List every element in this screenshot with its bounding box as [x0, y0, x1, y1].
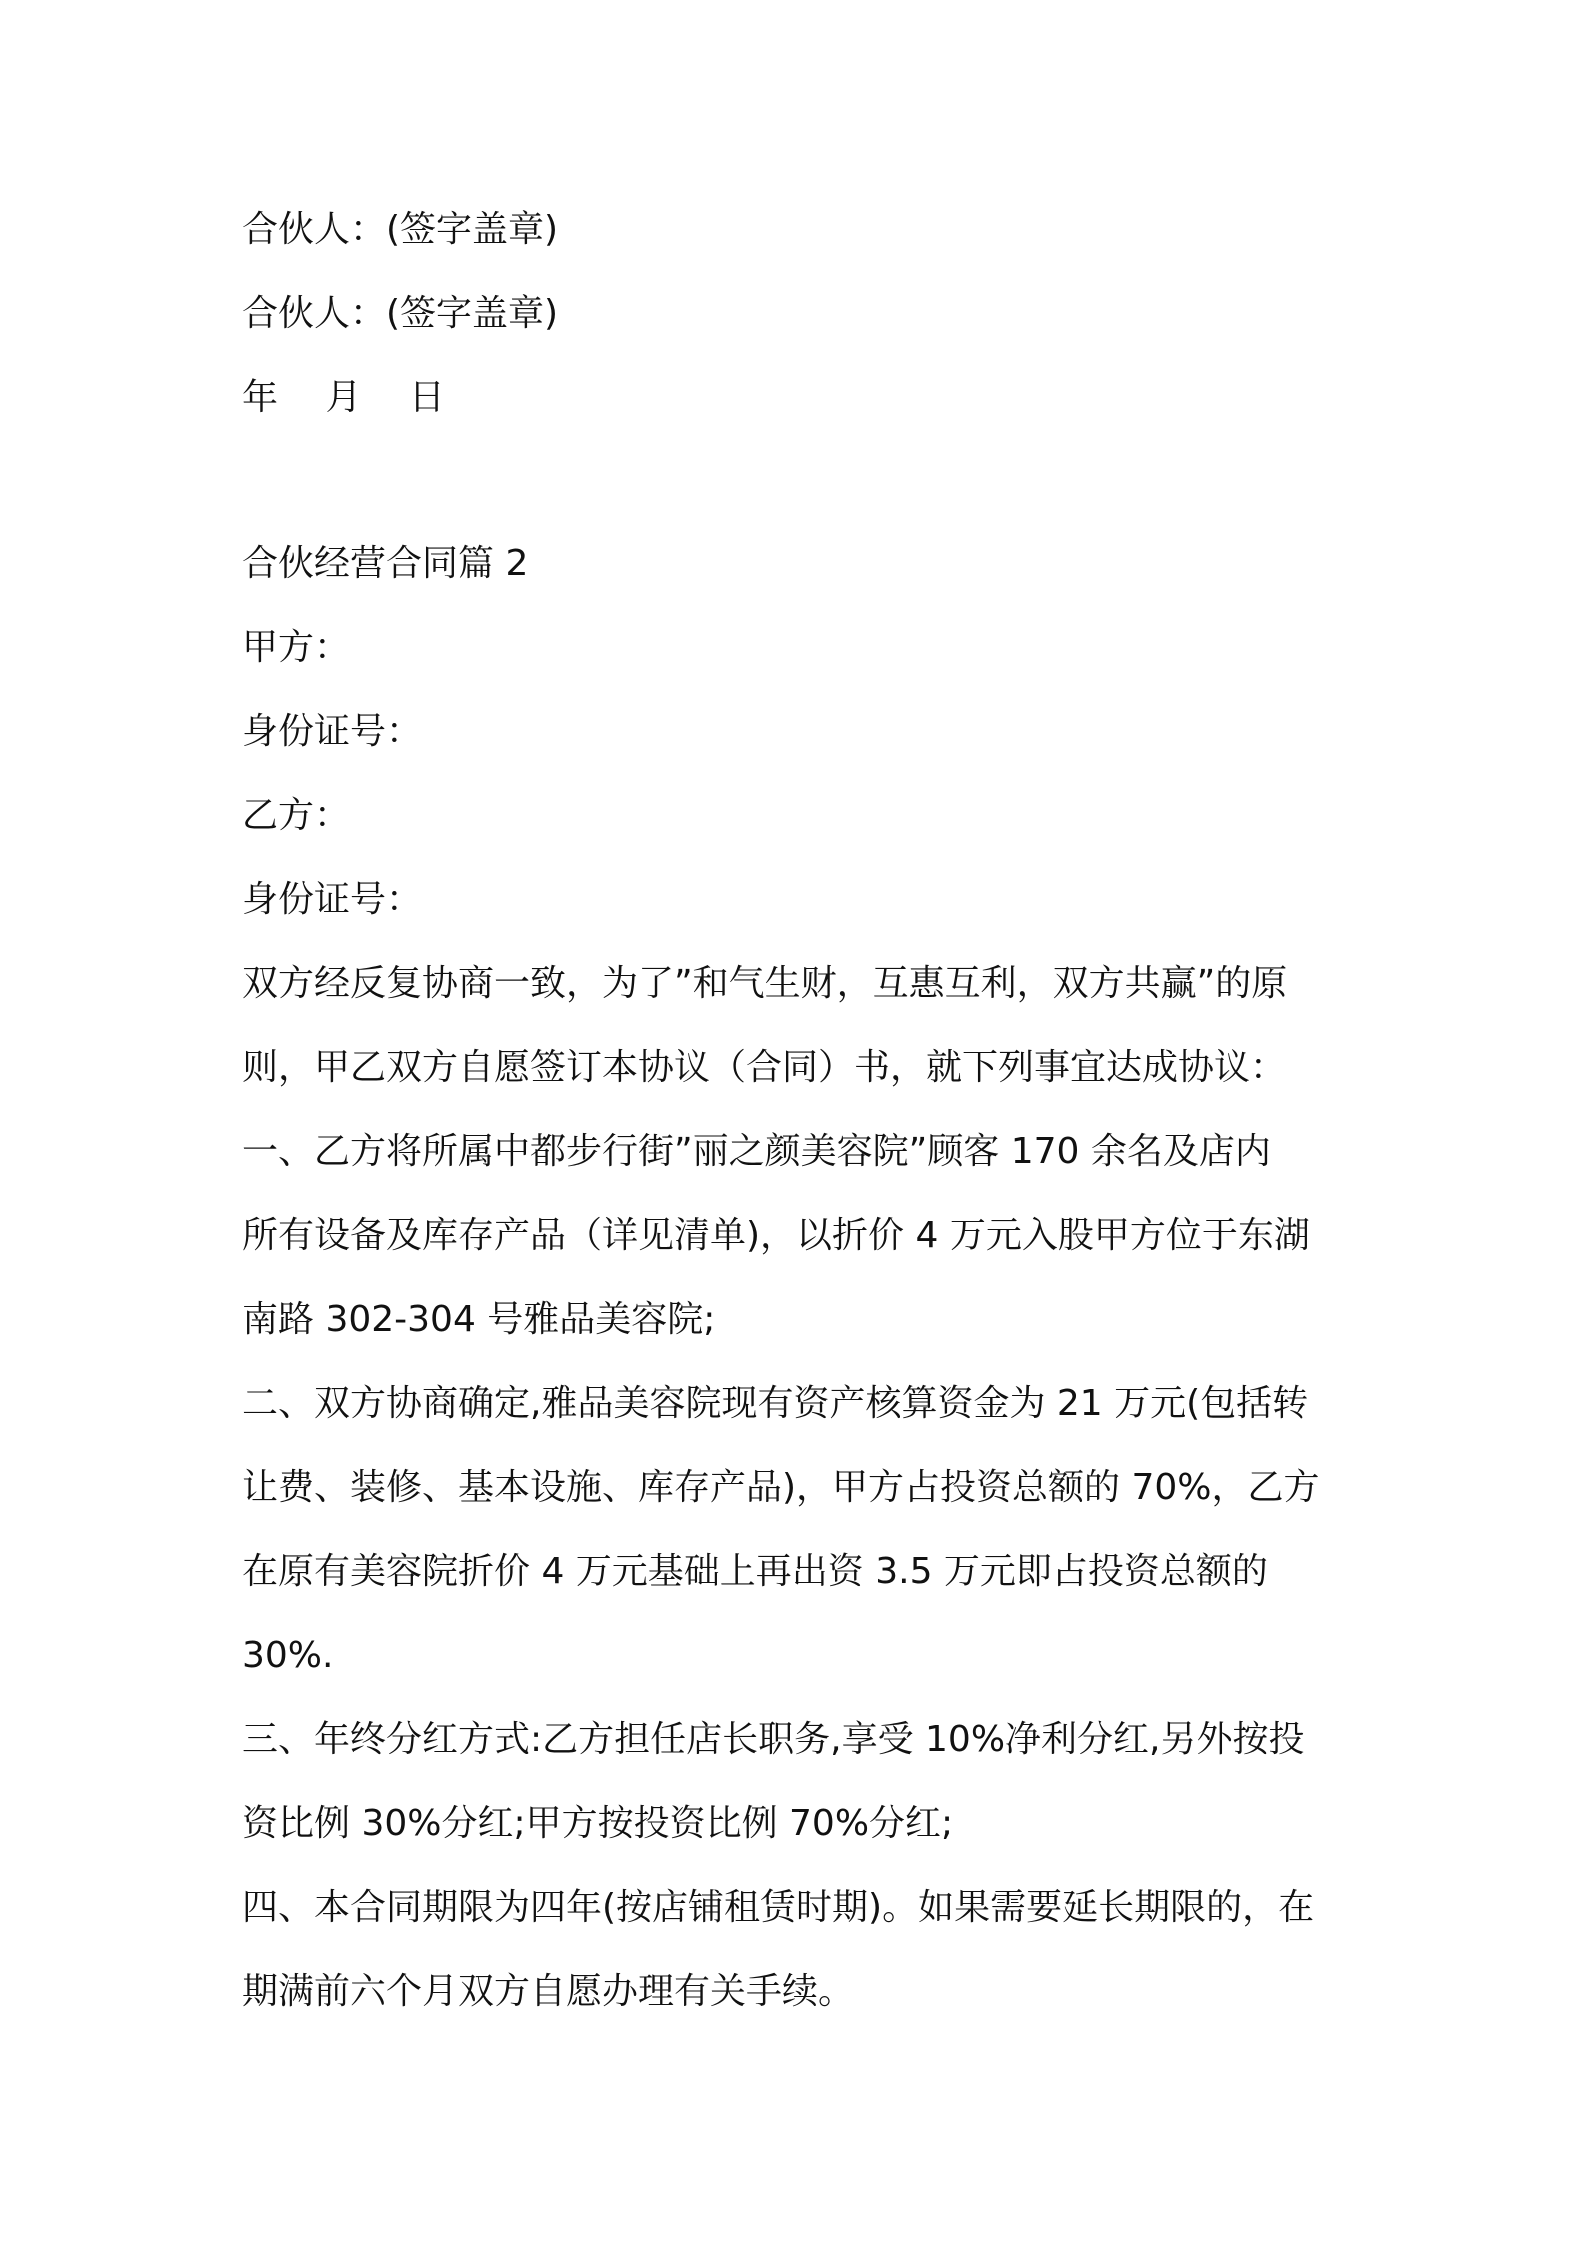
paragraph-line: 期满前六个月双方自愿办理有关手续。: [242, 1971, 855, 2012]
paragraph-line: 所有设备及库存产品（详见清单)，以折价 4 万元入股甲方位于东湖: [242, 1215, 1310, 1256]
contract-section: [242, 522, 1362, 2034]
paragraph-line: 让费、装修、基本设施、库存产品)，甲方占投资总额的 70%，乙方: [242, 1467, 1320, 1508]
partner-signature-line: 合伙人：(签字盖章): [242, 209, 559, 250]
party-a-label: 甲方：: [242, 627, 351, 668]
partner-signature-line: 合伙人：(签字盖章): [242, 293, 559, 334]
paragraph-line: 一、乙方将所属中都步行街”丽之颜美容院”顾客 170 余名及店内: [242, 1131, 1271, 1172]
party-b-label: 乙方：: [242, 795, 351, 836]
paragraph-line: 双方经反复协商一致，为了”和气生财，互惠互利，双方共赢”的原: [242, 963, 1288, 1004]
signature-block: [242, 188, 1362, 440]
paragraph-line: 则，甲乙双方自愿签订本协议（合同）书，就下列事宜达成协议：: [242, 1047, 1287, 1088]
party-b-id-label: 身份证号：: [242, 879, 423, 920]
paragraph-line: 四、本合同期限为四年(按店铺租赁时期)。如果需要延长期限的，在: [242, 1887, 1315, 1928]
paragraph-line: 30%.: [242, 1635, 334, 1676]
paragraph-line: 二、双方协商确定,雅品美容院现有资产核算资金为 21 万元(包括转: [242, 1383, 1309, 1424]
paragraph-line: 南路 302-304 号雅品美容院;: [242, 1299, 716, 1340]
paragraph-line: 三、年终分红方式:乙方担任店长职务,享受 10%净利分红,另外按投: [242, 1719, 1305, 1760]
party-a-id-label: 身份证号：: [242, 711, 423, 752]
paragraph-line: 资比例 30%分红;甲方按投资比例 70%分红;: [242, 1803, 954, 1844]
date-line: 年 月 日: [242, 377, 445, 418]
paragraph-line: 在原有美容院折价 4 万元基础上再出资 3.5 万元即占投资总额的: [242, 1551, 1268, 1592]
contract-title: 合伙经营合同篇 2: [242, 543, 529, 584]
